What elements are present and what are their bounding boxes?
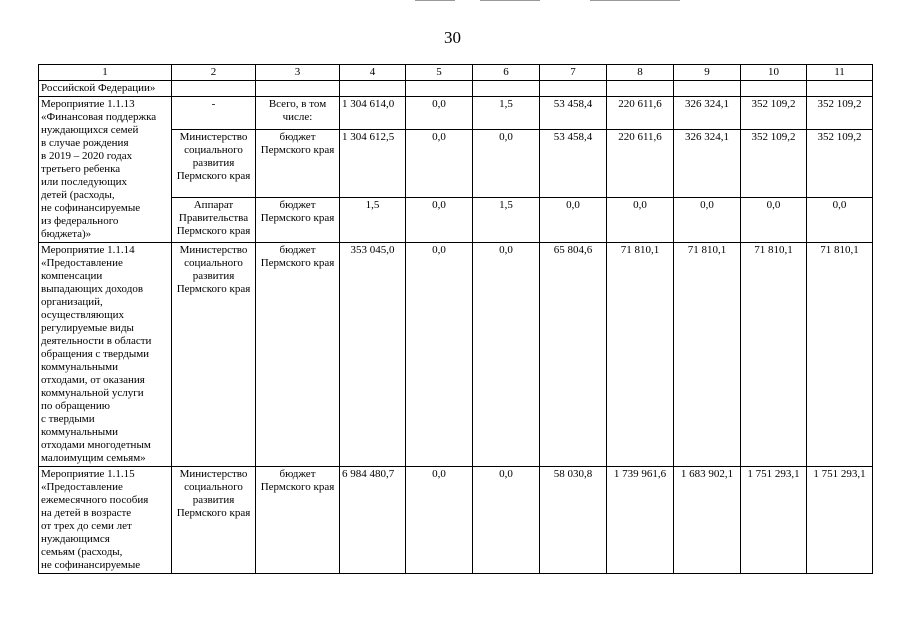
value-cell: 1,5 (473, 97, 540, 130)
value-cell: 0,0 (674, 198, 741, 243)
value-cell (340, 81, 406, 97)
funding-source-cell: Всего, в том числе: (256, 97, 340, 130)
value-cell: 0,0 (473, 467, 540, 574)
value-cell: 1 683 902,1 (674, 467, 741, 574)
scan-edge-line (480, 0, 540, 1)
value-cell: 326 324,1 (674, 129, 741, 197)
page-number: 30 (444, 28, 461, 47)
value-cell: 0,0 (406, 129, 473, 197)
value-cell: 1 751 293,1 (807, 467, 873, 574)
budget-table (38, 64, 873, 574)
value-cell: 353 045,0 (340, 243, 406, 467)
value-cell: 1 304 614,0 (340, 97, 406, 130)
activity-name-cell: Мероприятие 1.1.13 «Финансовая поддержка нуждающихся семей в случае рождения в 2019 – 2020 годах третьего ребенка или последующих детей (расходы, не софинансируемые из федерального бюджета)» (39, 97, 172, 243)
value-cell (674, 81, 741, 97)
table-row (39, 243, 873, 467)
table-row (39, 81, 873, 97)
value-cell: 1 739 961,6 (607, 467, 674, 574)
funding-source-cell: бюджет Пермского края (256, 129, 340, 197)
activity-name-cell: Российской Федерации» (39, 81, 172, 97)
column-header: 10 (741, 65, 807, 81)
value-cell: 0,0 (406, 243, 473, 467)
value-cell: 220 611,6 (607, 97, 674, 130)
value-cell: 1 751 293,1 (741, 467, 807, 574)
column-header: 1 (39, 65, 172, 81)
value-cell: 1,5 (473, 198, 540, 243)
column-header: 5 (406, 65, 473, 81)
value-cell: 71 810,1 (741, 243, 807, 467)
value-cell: 6 984 480,7 (340, 467, 406, 574)
value-cell (406, 81, 473, 97)
column-header: 9 (674, 65, 741, 81)
value-cell: 53 458,4 (540, 129, 607, 197)
value-cell: 0,0 (406, 198, 473, 243)
column-header: 11 (807, 65, 873, 81)
value-cell: 352 109,2 (741, 129, 807, 197)
value-cell: 1,5 (340, 198, 406, 243)
value-cell: 53 458,4 (540, 97, 607, 130)
executor-cell: Аппарат Правительства Пермского края (172, 198, 256, 243)
executor-cell: Министерство социального развития Пермского края (172, 467, 256, 574)
executor-cell: - (172, 97, 256, 130)
executor-cell: Министерство социального развития Пермского края (172, 129, 256, 197)
value-cell: 326 324,1 (674, 97, 741, 130)
table-row (39, 467, 873, 574)
funding-source-cell: бюджет Пермского края (256, 243, 340, 467)
funding-source-cell: бюджет Пермского края (256, 198, 340, 243)
value-cell: 352 109,2 (741, 97, 807, 130)
value-cell: 71 810,1 (607, 243, 674, 467)
executor-cell (172, 81, 256, 97)
value-cell (473, 81, 540, 97)
value-cell: 0,0 (540, 198, 607, 243)
column-header: 4 (340, 65, 406, 81)
value-cell (540, 81, 607, 97)
value-cell (607, 81, 674, 97)
column-header: 3 (256, 65, 340, 81)
value-cell: 352 109,2 (807, 97, 873, 130)
value-cell: 71 810,1 (807, 243, 873, 467)
column-header: 8 (607, 65, 674, 81)
value-cell: 352 109,2 (807, 129, 873, 197)
column-header: 2 (172, 65, 256, 81)
value-cell: 0,0 (807, 198, 873, 243)
value-cell: 65 804,6 (540, 243, 607, 467)
funding-source-cell: бюджет Пермского края (256, 467, 340, 574)
activity-name-cell: Мероприятие 1.1.14 «Предоставление компенсации выпадающих доходов организаций, осуществляющих регулируемые виды деятельности в области обращения с твердыми коммунальными отходами, от оказания коммунальной услуги по обращению с твердыми коммунальными отходами многодетным малоимущим семьям» (39, 243, 172, 467)
column-header: 7 (540, 65, 607, 81)
value-cell: 1 304 612,5 (340, 129, 406, 197)
funding-source-cell (256, 81, 340, 97)
scan-edge-line (415, 0, 455, 1)
value-cell (741, 81, 807, 97)
value-cell: 58 030,8 (540, 467, 607, 574)
table-row (39, 97, 873, 130)
value-cell: 0,0 (473, 243, 540, 467)
executor-cell: Министерство социального развития Пермского края (172, 243, 256, 467)
column-number-header-row (39, 65, 873, 81)
value-cell: 220 611,6 (607, 129, 674, 197)
column-header: 6 (473, 65, 540, 81)
value-cell: 0,0 (406, 97, 473, 130)
value-cell: 0,0 (741, 198, 807, 243)
value-cell: 0,0 (406, 467, 473, 574)
value-cell: 0,0 (473, 129, 540, 197)
scan-edge-line (590, 0, 680, 1)
activity-name-cell: Мероприятие 1.1.15 «Предоставление ежемесячного пособия на детей в возрасте от трех до семи лет нуждающимся семьям (расходы, не софинансируемые (39, 467, 172, 574)
value-cell (807, 81, 873, 97)
value-cell: 0,0 (607, 198, 674, 243)
value-cell: 71 810,1 (674, 243, 741, 467)
